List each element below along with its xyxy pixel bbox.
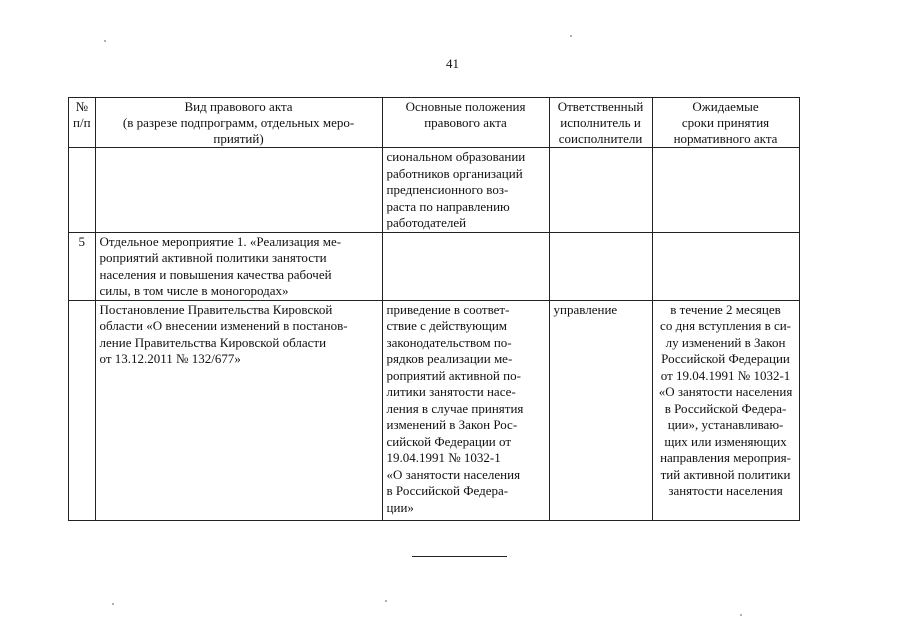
scan-speck bbox=[570, 35, 572, 37]
cell-expected-terms bbox=[652, 148, 799, 233]
cell-num bbox=[69, 300, 96, 520]
page-number: 41 bbox=[446, 56, 459, 71]
cell-main-provisions: приведение в соответ- ствие с действующим законодательством по- рядков реализации ме- роприятий активной по- литики занятости насе- ления в случае принятия изменений в Закон Рос- сийской Федерации от 19.04.1991 № 1032-1 «О занятости населения в Российской Федера- ции» bbox=[382, 300, 549, 520]
scan-speck bbox=[112, 603, 114, 605]
cell-responsible: управление bbox=[549, 300, 652, 520]
cell-act-type: Постановление Правительства Кировской области «О внесении изменений в постанов- ление Правительства Кировской области от 13.12.2011 № 132/677» bbox=[95, 300, 382, 520]
cell-expected-terms bbox=[652, 232, 799, 300]
table-header-row bbox=[69, 98, 800, 148]
header-act-type: Вид правового акта (в разрезе подпрограмм, отдельных меро- приятий) bbox=[95, 98, 382, 148]
cell-expected-terms: в течение 2 месяцев со дня вступления в си- лу изменений в Закон Российской Федерации от 19.04.1991 № 1032-1 «О занятости населения в Российской Федера- ции», устанавливаю- щих или изменяющих направления мероприя- тий активной политики занятости населения bbox=[652, 300, 799, 520]
cell-main-provisions: сиональном образовании работников организаций предпенсионного воз- раста по направлению работодателей bbox=[382, 148, 549, 233]
header-responsible: Ответственный исполнитель и соисполнители bbox=[549, 98, 652, 148]
scan-speck bbox=[104, 40, 106, 42]
footer-divider bbox=[412, 556, 507, 557]
cell-responsible bbox=[549, 232, 652, 300]
table-row bbox=[69, 148, 800, 233]
cell-act-type: Отдельное мероприятие 1. «Реализация ме- роприятий активной политики занятости населения и повышения качества рабочей силы, в том числе в моногородах» bbox=[95, 232, 382, 300]
cell-act-type bbox=[95, 148, 382, 233]
cell-main-provisions bbox=[382, 232, 549, 300]
scan-speck bbox=[740, 614, 742, 616]
header-main-provisions: Основные положения правового акта bbox=[382, 98, 549, 148]
table-row bbox=[69, 300, 800, 520]
scan-speck bbox=[385, 600, 387, 602]
cell-responsible bbox=[549, 148, 652, 233]
cell-num bbox=[69, 148, 96, 233]
table-row bbox=[69, 232, 800, 300]
header-num: № п/п bbox=[69, 98, 96, 148]
header-expected-terms: Ожидаемые сроки принятия нормативного акта bbox=[652, 98, 799, 148]
cell-num: 5 bbox=[69, 232, 96, 300]
legal-acts-table bbox=[68, 97, 800, 521]
